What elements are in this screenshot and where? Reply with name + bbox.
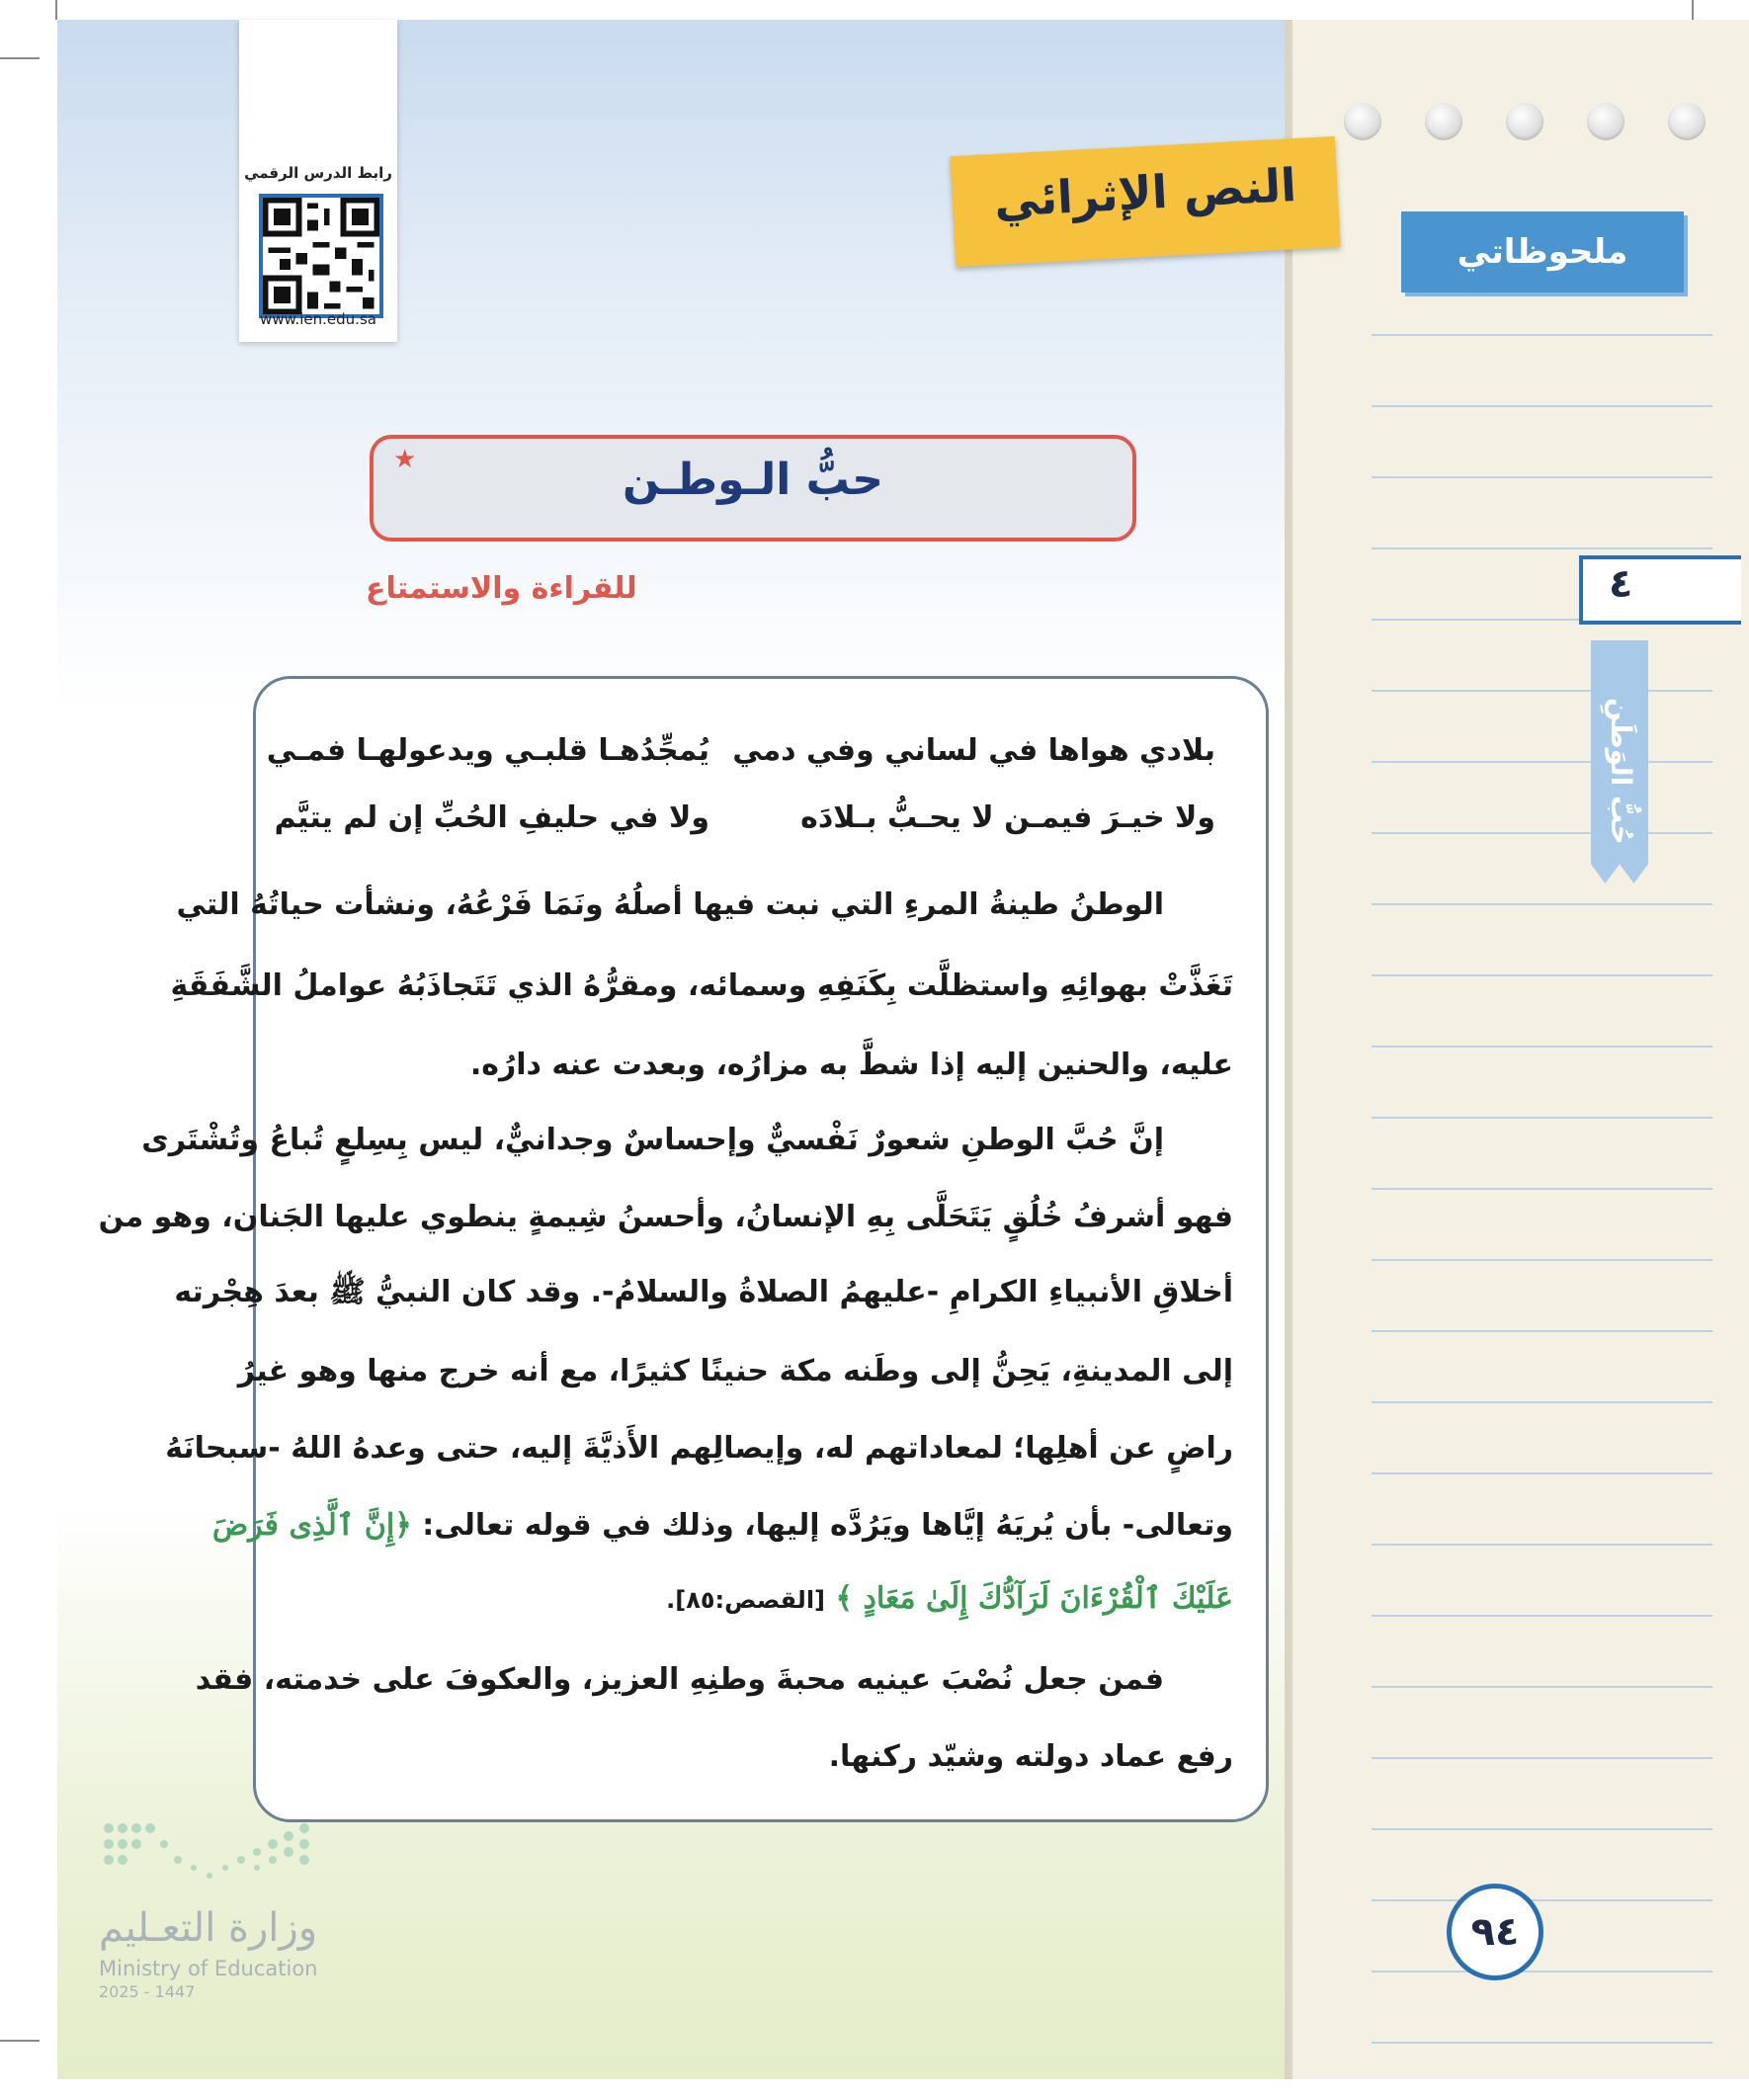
paragraph-line: إلى المدينةِ، يَحِنُّ إلى وطَنه مكة حنينًا كثيرًا، مع أنه خرج منها وهو غيرُ <box>237 1354 1233 1388</box>
poem-line1-right: بلادي هواها في لساني وفي دمي <box>732 733 1215 768</box>
notes-rule-line <box>1372 1472 1712 1474</box>
paragraph-text: وتعالى- بأن يُريَهُ إيَّاها ويَرُدَّه إليها، وذلك في قوله تعالى: <box>422 1508 1233 1543</box>
notes-rule-line <box>1372 761 1712 763</box>
notes-rule-line <box>1372 690 1712 692</box>
ministry-name-en: Ministry of Education <box>99 1957 318 1980</box>
quran-reference: [القصص:٨٥]. <box>666 1586 826 1614</box>
crop-mark <box>1692 0 1694 20</box>
binder-ring-icon <box>1344 103 1381 140</box>
ministry-logo <box>99 1818 316 1897</box>
paragraph-line: الوطنُ طينةُ المرءِ التي نبت فيها أصلُهُ ونَمَا فَرْعُهُ، ونشأت حياتُهُ التي <box>176 887 1164 922</box>
crop-mark <box>0 57 40 59</box>
crop-mark <box>55 0 57 20</box>
poem-line1-left: يُمجِّدُهـا قلبـي ويدعولهـا فمـي <box>266 733 709 768</box>
binder-ring-icon <box>1668 103 1706 140</box>
text-frame <box>98 676 1269 1822</box>
notes-rule-line <box>1372 1544 1712 1546</box>
binder-ring-icon <box>1506 103 1543 140</box>
notes-rule-line <box>1372 1117 1712 1119</box>
notes-rule-line <box>1372 476 1712 478</box>
qr-label: رابط الدرس الرقمي <box>244 164 392 182</box>
ministry-year: 2025 - 1447 <box>99 1982 196 2001</box>
notes-rule-line <box>1372 1401 1712 1403</box>
poem-line2-left: ولا في حليفِ الحُبِّ إن لم يتيَّم <box>274 800 709 835</box>
poem-line2-right: ولا خيـرَ فيمـن لا يحـبُّ بـلادَه <box>800 800 1215 835</box>
unit-number-box <box>1579 555 1741 625</box>
crop-mark <box>0 2040 40 2042</box>
notes-rule-line <box>1372 1828 1712 1830</box>
notes-rule-line <box>1372 405 1712 407</box>
paragraph-line: فمن جعل نُصْبَ عينيه محبةَ وطنِهِ العزيز، والعكوفَ على خدمته، فقد <box>195 1662 1164 1697</box>
quran-verse: عَلَيْكَ ٱلْقُرْءَانَ لَرَآدُّكَ إِلَىٰ مَعَادٍ ﴾ <box>835 1581 1233 1616</box>
paragraph-line: أخلاقِ الأنبياءِ الكرامِ -عليهمُ الصلاةُ والسلامُ-. وقد كان النبيُّ ﷺ بعدَ هِجْرته <box>174 1275 1233 1309</box>
notes-rule-line <box>1372 832 1712 834</box>
notes-rule-line <box>1372 1259 1712 1261</box>
notes-rule-line <box>1372 547 1712 549</box>
lesson-title: حبُّ الـوطـن <box>623 455 883 505</box>
notes-rule-line <box>1372 1686 1712 1688</box>
quran-verse: ﴿إِنَّ ٱلَّذِى فَرَضَ <box>211 1508 412 1543</box>
unit-tab-title: حُبُّ الوَطَنِ <box>1605 697 1637 845</box>
notes-rule-line <box>1372 1615 1712 1617</box>
notes-rule-line <box>1372 2042 1712 2044</box>
notes-rule-line <box>1372 1188 1712 1190</box>
notes-rule-line <box>1372 1046 1712 1048</box>
paragraph-line: رفع عماد دولته وشيّد ركنها. <box>828 1739 1233 1774</box>
unit-number: ٤ <box>1609 561 1633 607</box>
notes-rule-line <box>1372 334 1712 336</box>
notes-rule-line <box>1372 1330 1712 1332</box>
paragraph-line: عليه، والحنين إليه إذا شطَّ به مزارُه، وبعدت عنه دارُه. <box>469 1048 1233 1082</box>
paragraph-line: تَغَذَّتْ بهوائِهِ واستظلَّت بِكَنَفِهِ وسمائه، ومقرُّهُ الذي تَتَجاذَبُهُ عواملُ الشَّفَقَةِ <box>170 968 1233 1003</box>
lesson-subtitle: للقراءة والاستمتاع <box>366 571 637 606</box>
paragraph-line: فهو أشرفُ خُلُقٍ يَتَحَلَّى بِهِ الإنسانُ، وأحسنُ شِيمةٍ ينطوي عليها الجَنان، وهو من <box>98 1200 1233 1234</box>
binder-ring-icon <box>1425 103 1462 140</box>
notes-rule-line <box>1372 903 1712 905</box>
notes-panel <box>1289 20 1749 2079</box>
paragraph-line: راضٍ عن أهلِها؛ لمعاداتهم له، وإيصالِهم الأَذيَّةَ إليه، حتى وعدهُ اللهُ -سبحانَهُ <box>165 1431 1233 1466</box>
notes-label: ملحوظاتي <box>1401 211 1684 293</box>
paragraph-line <box>279 1579 1233 1618</box>
page-title: النص الإثرائي <box>992 158 1298 227</box>
qr-code-icon[interactable] <box>259 194 383 318</box>
qr-url[interactable]: www.ien.edu.sa <box>260 310 376 328</box>
notes-rule-line <box>1372 974 1712 976</box>
paragraph-line: إنَّ حُبَّ الوطنِ شعورٌ نَفْسيٌّ وإحساسٌ وجدانيٌّ، ليس بِسِلعٍ تُباعُ وتُشْتَرى <box>141 1123 1164 1157</box>
binder-ring-icon <box>1587 103 1624 140</box>
paragraph-line <box>211 1506 1233 1545</box>
ministry-name-ar: وزارة التعـليم <box>99 1905 318 1951</box>
page-number: ٩٤ <box>1447 1884 1543 1980</box>
star-icon: ★ <box>393 445 417 474</box>
notes-rule-line <box>1372 1757 1712 1759</box>
notes-edge <box>1285 20 1292 2079</box>
notes-rule-line <box>1372 1971 1712 1973</box>
notes-rule-line <box>1372 1899 1712 1901</box>
